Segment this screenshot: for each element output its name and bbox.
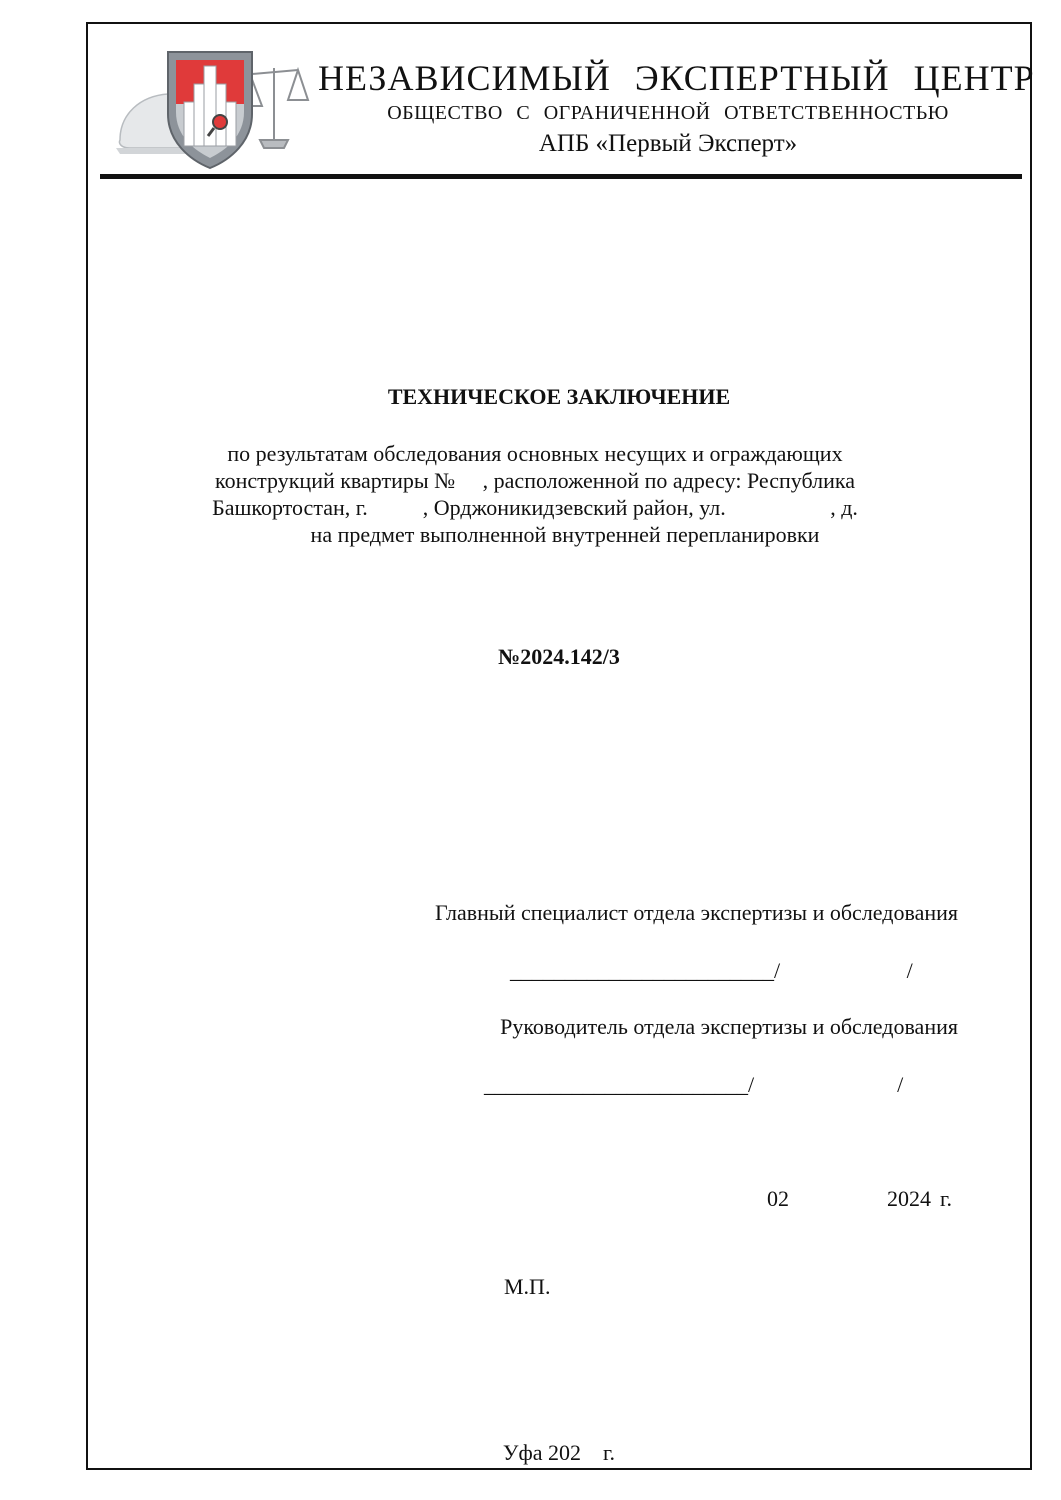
- chief-specialist-signature-line: ________________________/ /: [510, 958, 913, 983]
- header-divider: [100, 174, 1022, 179]
- date-suffix: г.: [940, 1186, 953, 1211]
- document-title: ТЕХНИЧЕСКОЕ ЗАКЛЮЧЕНИЕ: [387, 384, 731, 409]
- date-day: 02: [767, 1186, 789, 1211]
- date-year: 2024: [887, 1186, 931, 1211]
- organization-title: НЕЗАВИСИМЫЙ ЭКСПЕРТНЫЙ ЦЕНТР: [318, 58, 1035, 98]
- subject-line: конструкций квартиры № , расположенной по адресу: Республика: [215, 468, 855, 493]
- organization-legal-form: ОБЩЕСТВО С ОГРАНИЧЕННОЙ ОТВЕТСТВЕННОСТЬЮ: [387, 102, 949, 124]
- page-border: [86, 22, 1035, 1470]
- city-year: Уфа 202 г.: [502, 1440, 616, 1465]
- head-role: Руководитель отдела экспертизы и обследования: [500, 1014, 958, 1039]
- document-number: №2024.142/3: [498, 644, 620, 669]
- chief-specialist-role: Главный специалист отдела экспертизы и обследования: [434, 900, 958, 925]
- magnifier-icon: [213, 115, 227, 129]
- subject-line: на предмет выполненной внутренней перепланировки: [310, 522, 820, 547]
- head-signature-line: ________________________/ /: [484, 1072, 904, 1097]
- company-logo: [112, 44, 312, 174]
- stamp-placeholder: М.П.: [504, 1274, 551, 1299]
- organization-name: АПБ «Первый Эксперт»: [538, 130, 798, 157]
- subject-line: по результатам обследования основных несущих и ограждающих: [227, 441, 843, 466]
- document-subject: [130, 440, 940, 548]
- subject-line: Башкортостан, г. , Орджоникидзевский район, ул. , д.: [212, 495, 858, 520]
